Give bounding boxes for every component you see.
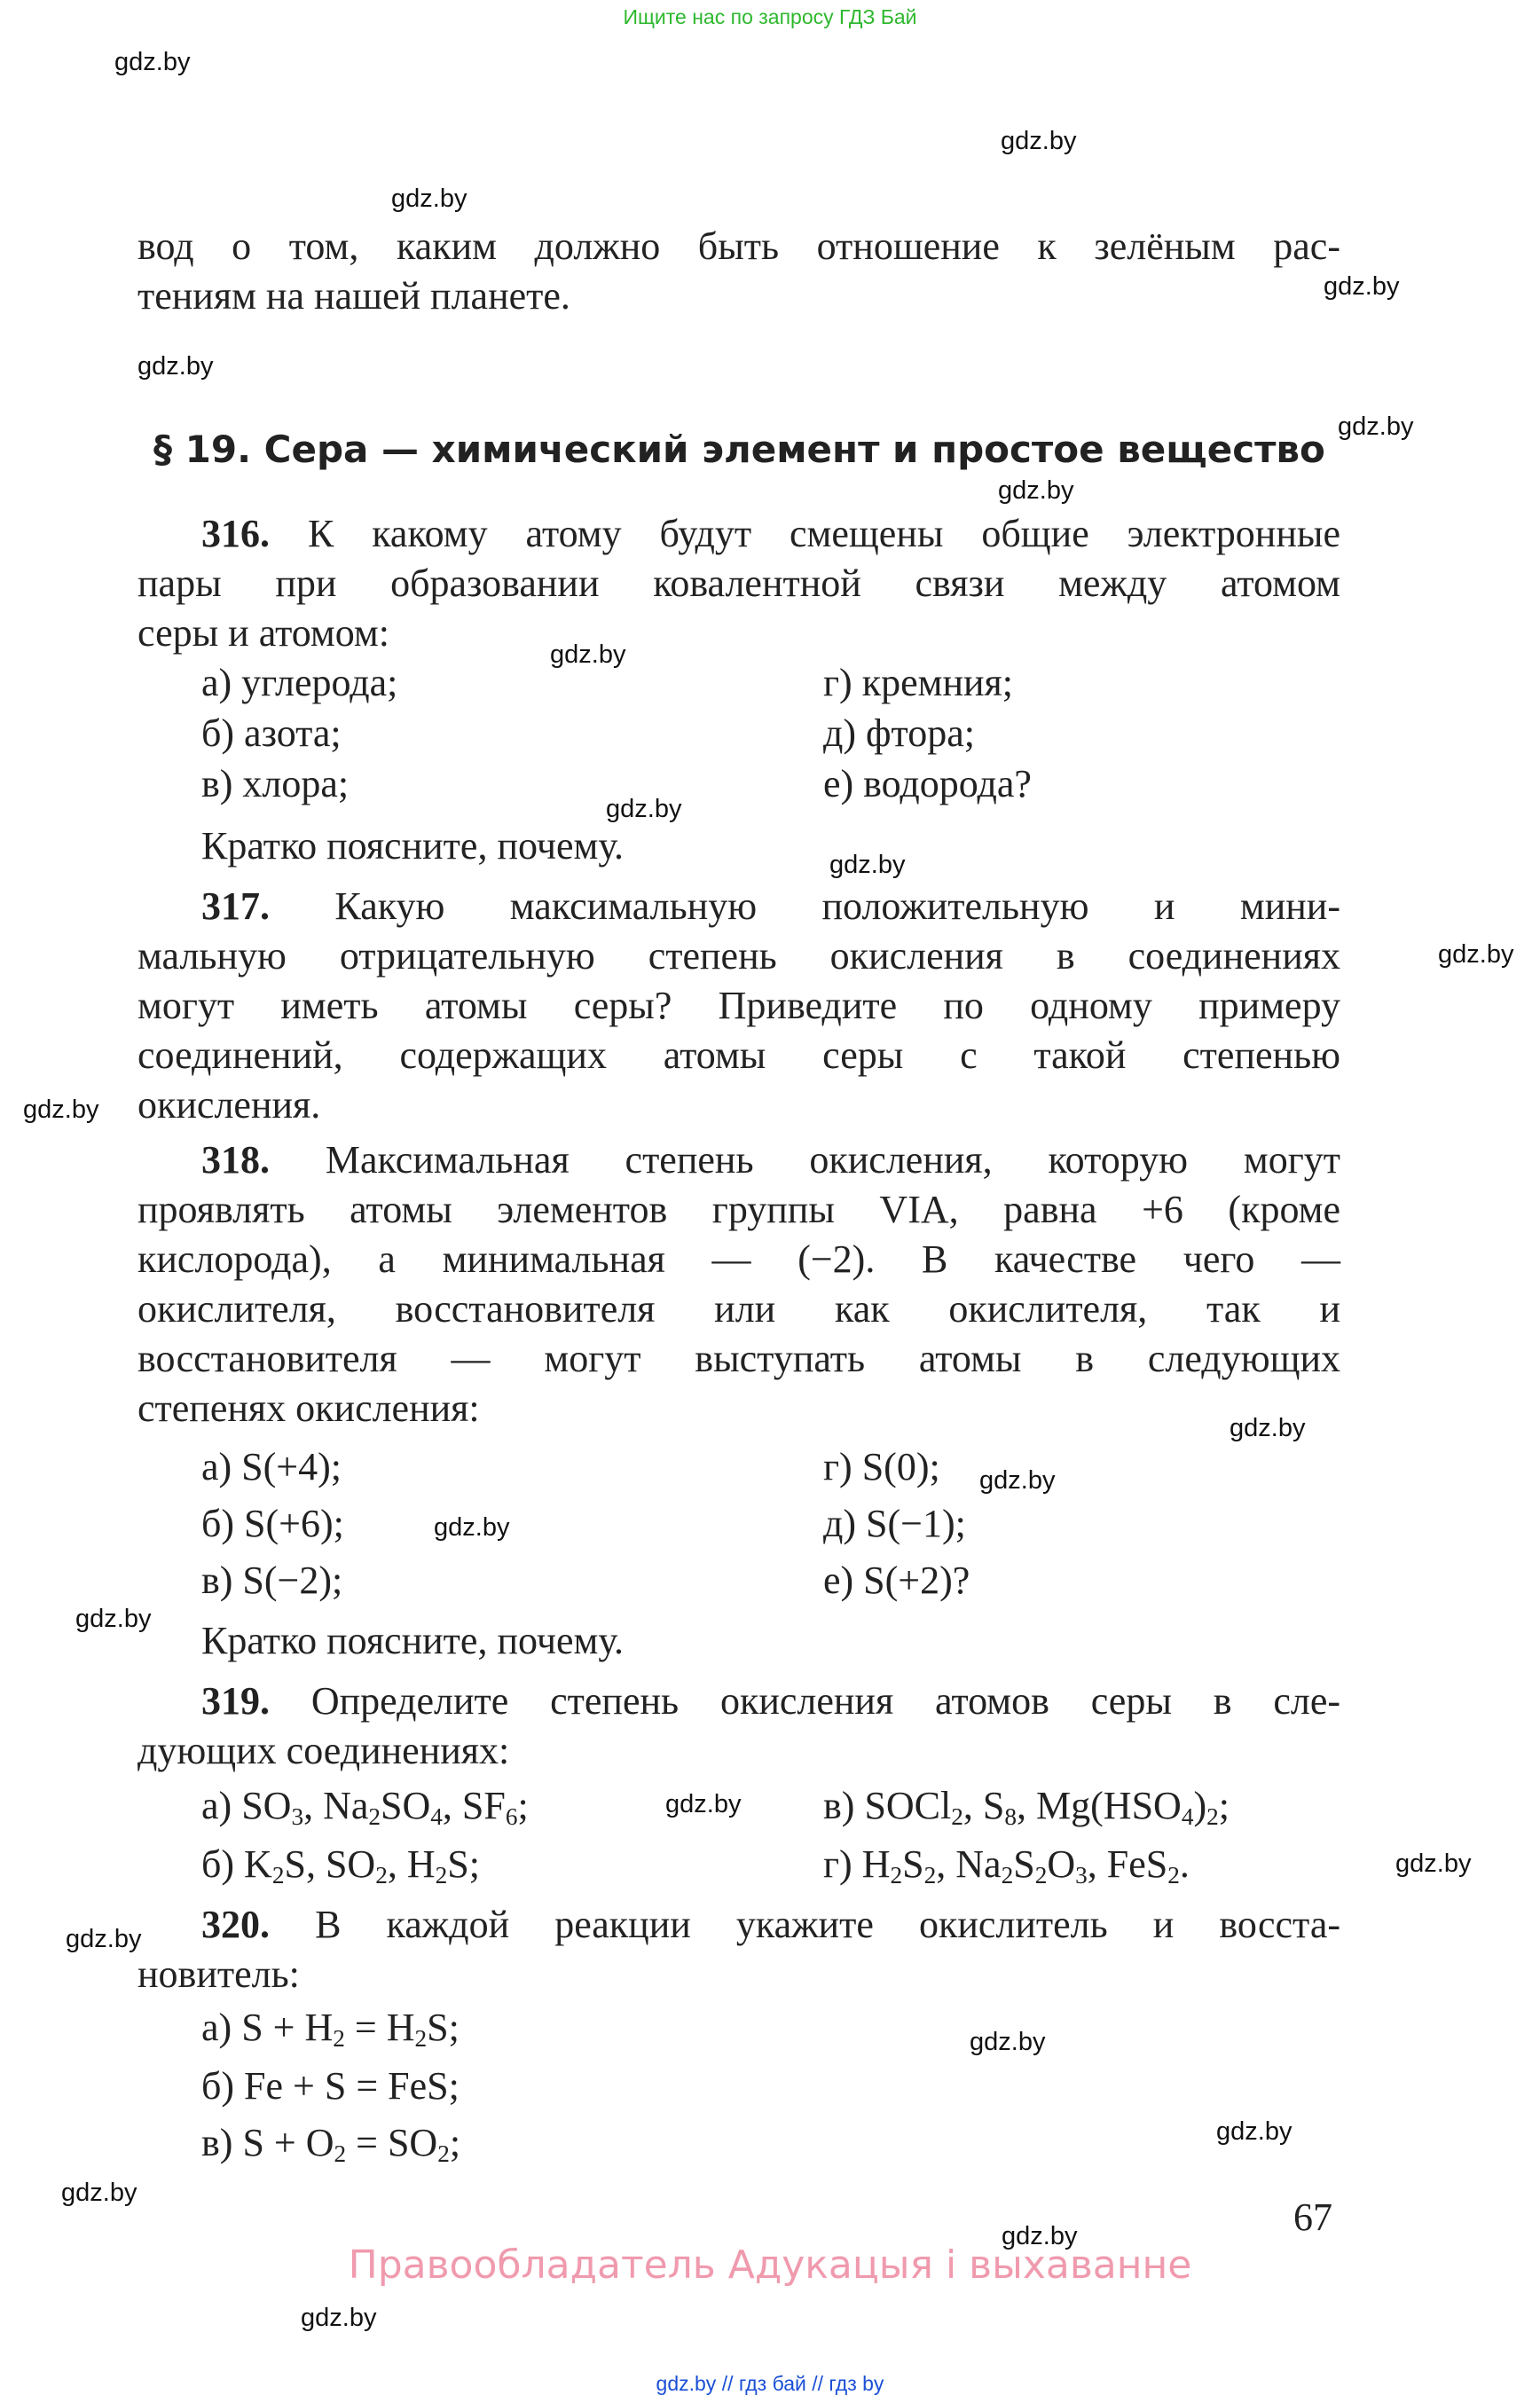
exercise-316-line: серы и атомом: bbox=[138, 611, 389, 655]
exercise-318-line: степенях окисления: bbox=[138, 1386, 480, 1430]
exercise-317-line: окисления. bbox=[138, 1083, 321, 1127]
option: б) S(+6); bbox=[201, 1502, 344, 1545]
option: а) S(+4); bbox=[201, 1445, 342, 1488]
footer-links[interactable]: gdz.by // гдз бай // гдз by bbox=[656, 2372, 884, 2395]
option: е) водорода? bbox=[823, 762, 1032, 805]
option: б) азота; bbox=[201, 711, 342, 755]
exercise-316-line: 316. К какому атому будут смещены общие электронные bbox=[201, 512, 1340, 555]
exercise-317-line: могут иметь атомы серы? Приведите по одному примеру bbox=[138, 984, 1340, 1027]
option: г) кремния; bbox=[823, 661, 1014, 704]
watermark: gdz.by bbox=[138, 352, 214, 381]
reaction-option: б) Fe + S = FeS; bbox=[201, 2064, 460, 2108]
exercise-319-line: 319. Определите степень окисления атомов серы в сле- bbox=[201, 1679, 1340, 1723]
formula-option: б) $K_2S$, $SO_2$, $H_2S$; bbox=[201, 1842, 480, 1889]
exercise-number: 320. bbox=[201, 1903, 270, 1946]
exercise-318-line: проявлять атомы элементов группы VIA, равна +6 (кроме bbox=[138, 1188, 1340, 1231]
watermark: gdz.by bbox=[1216, 2117, 1292, 2146]
exercise-318-line: 318. Максимальная степень окисления, которую могут bbox=[201, 1138, 1341, 1182]
watermark: gdz.by bbox=[998, 476, 1074, 505]
watermark: gdz.by bbox=[391, 185, 468, 213]
exercise-318-line: восстановителя — могут выступать атомы в следующих bbox=[138, 1337, 1340, 1380]
exercise-number: 317. bbox=[201, 884, 270, 928]
exercise-number: 319. bbox=[201, 1679, 270, 1723]
watermark: gdz.by bbox=[66, 1925, 142, 1953]
watermark: gdz.by bbox=[1324, 272, 1400, 301]
section-title: § 19. Сера — химический элемент и простое вещество bbox=[153, 428, 1325, 471]
exercise-319-line: дующих соединениях: bbox=[138, 1729, 510, 1772]
watermark: gdz.by bbox=[1438, 940, 1514, 969]
option: е) S(+2)? bbox=[823, 1559, 970, 1602]
formula-option: а) $SO_3$, $Na_2SO_4$, $SF_6$; bbox=[201, 1784, 529, 1830]
formula-option: в) SOCl$_2$, $S_8$, $Mg(HSO_4)_2$; bbox=[823, 1784, 1230, 1830]
watermark: gdz.by bbox=[1002, 2222, 1078, 2250]
exercise-320-line: новитель: bbox=[138, 1952, 300, 1996]
watermark: gdz.by bbox=[23, 1095, 99, 1124]
exercise-318-tail: Кратко поясните, почему. bbox=[201, 1619, 624, 1662]
watermark: gdz.by bbox=[606, 795, 682, 823]
watermark: gdz.by bbox=[550, 640, 626, 669]
watermark: gdz.by bbox=[434, 1513, 510, 1542]
watermark: gdz.by bbox=[665, 1790, 742, 1818]
exercise-318-line: кислорода), а минимальная — (−2). В качестве чего — bbox=[138, 1237, 1340, 1281]
option: г) S(0); bbox=[823, 1445, 940, 1488]
intro-line: вод о том, каким должно быть отношение к зелёным рас- bbox=[138, 224, 1340, 268]
watermark: gdz.by bbox=[979, 1466, 1056, 1495]
watermark: gdz.by bbox=[114, 48, 191, 76]
top-banner[interactable]: Ищите нас по запросу ГДЗ Бай bbox=[623, 5, 917, 28]
option: д) фтора; bbox=[823, 711, 975, 755]
rights-holder: Правообладатель Адукацыя і выхаванне bbox=[348, 2242, 1192, 2288]
exercise-317-line: соединений, содержащих атомы серы с такой степенью bbox=[138, 1033, 1340, 1077]
exercise-number: 316. bbox=[201, 512, 270, 555]
watermark: gdz.by bbox=[1395, 1849, 1472, 1878]
option: а) углерода; bbox=[201, 661, 398, 704]
exercise-316-tail: Кратко поясните, почему. bbox=[201, 824, 624, 868]
watermark: gdz.by bbox=[301, 2304, 377, 2332]
option: в) хлора; bbox=[201, 762, 350, 805]
exercise-317-line: мальную отрицательную степень окисления в соединениях bbox=[138, 934, 1340, 978]
watermark: gdz.by bbox=[75, 1605, 152, 1633]
option: д) S(−1); bbox=[823, 1502, 966, 1545]
watermark: gdz.by bbox=[1001, 127, 1077, 155]
exercise-317-line: 317. Какую максимальную положительную и мини- bbox=[201, 884, 1340, 928]
formula-option: г) $H_2S_2$, $Na_2S_2O_3$, FeS$_2$. bbox=[823, 1842, 1190, 1889]
watermark: gdz.by bbox=[61, 2179, 138, 2207]
watermark: gdz.by bbox=[1230, 1414, 1306, 1442]
watermark: gdz.by bbox=[1338, 412, 1414, 441]
option: в) S(−2); bbox=[201, 1559, 343, 1602]
exercise-316-line: пары при образовании ковалентной связи между атомом bbox=[138, 561, 1340, 605]
intro-line: тениям на нашей планете. bbox=[138, 274, 570, 318]
watermark: gdz.by bbox=[829, 851, 906, 879]
reaction-option: а) $S + H_2 = H_2S$; bbox=[201, 2006, 460, 2052]
page-number: 67 bbox=[1293, 2195, 1332, 2239]
exercise-number: 318. bbox=[201, 1138, 270, 1182]
reaction-option: в) $S + O_2 = SO_2$; bbox=[201, 2121, 461, 2167]
exercise-318-line: окислителя, восстановителя или как окислителя, так и bbox=[138, 1287, 1340, 1331]
exercise-320-line: 320. В каждой реакции укажите окислитель и восста- bbox=[201, 1903, 1340, 1946]
watermark: gdz.by bbox=[970, 2028, 1046, 2056]
